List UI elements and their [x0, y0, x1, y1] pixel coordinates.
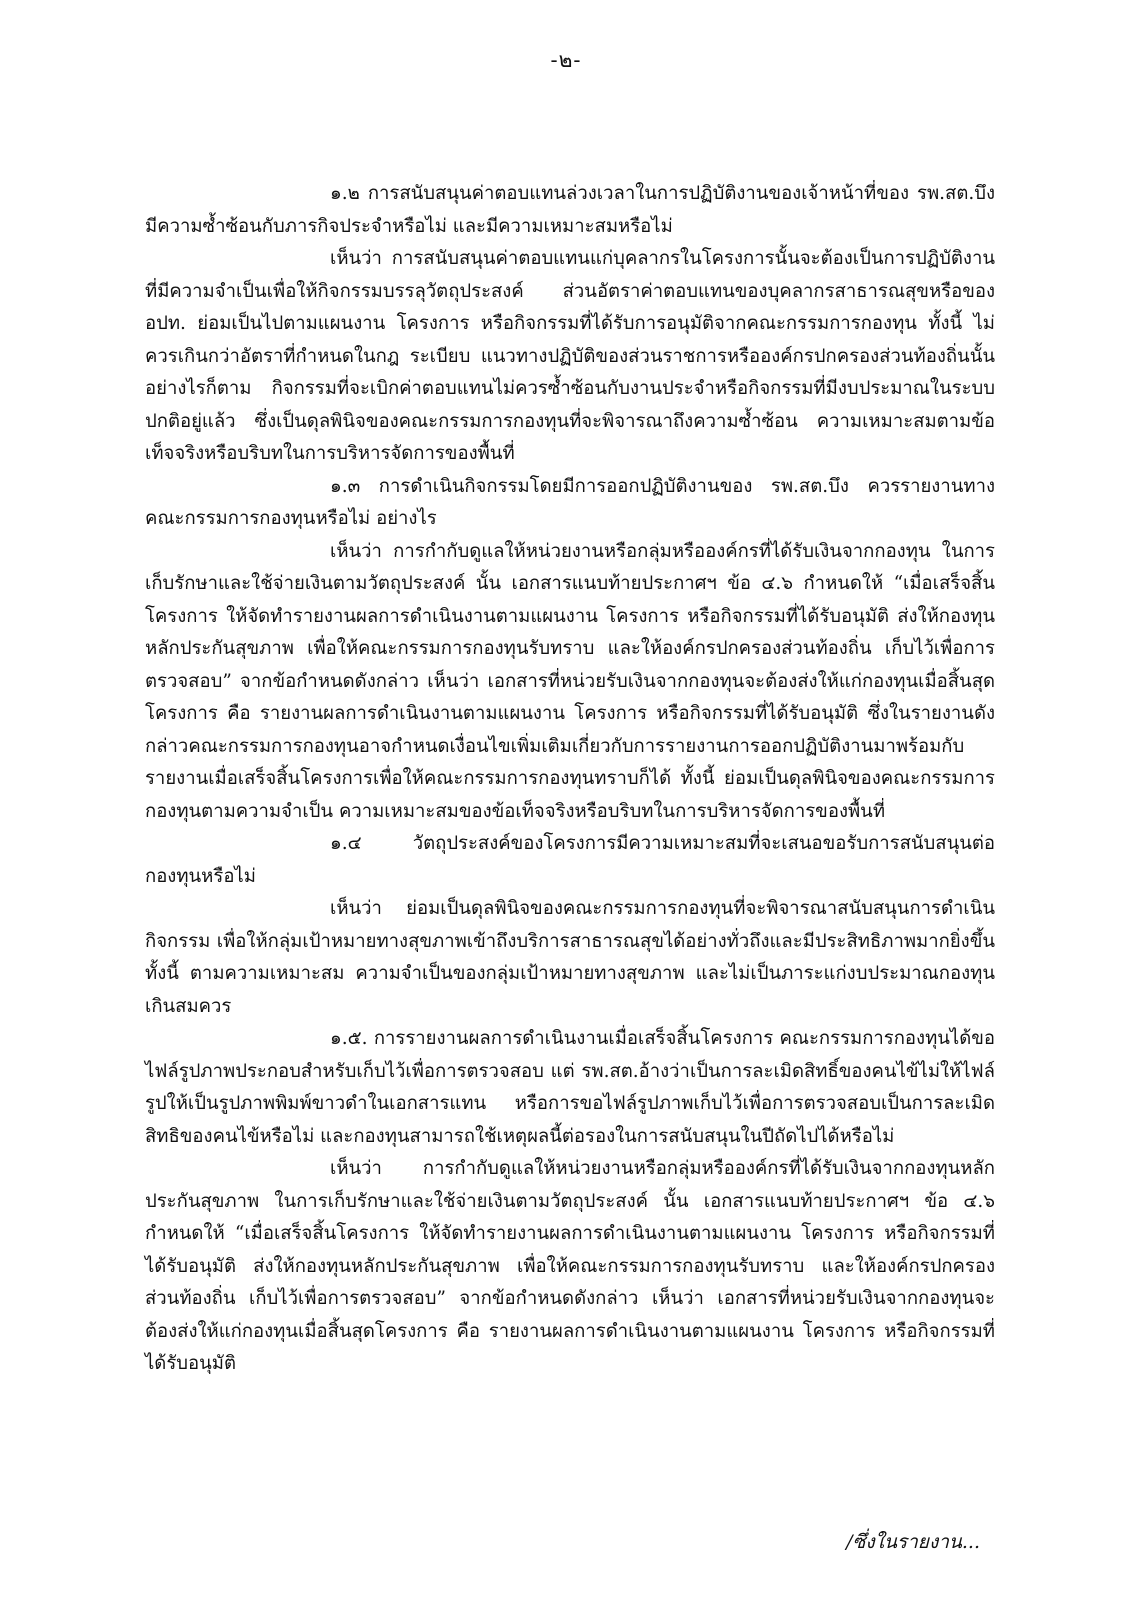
topic-1-3: ๑.๓ การดำเนินกิจกรรมโดยมีการออกปฏิบัติงานของ รพ.สต.บึง ควรรายงานทางคณะกรรมการกองทุนหรือไม่ อย่างไร	[145, 475, 995, 529]
topic-1-4: ๑.๔ วัตถุประสงค์ของโครงการมีความเหมาะสมที่จะเสนอขอรับการสนับสนุนต่อ กองทุนหรือไม่	[145, 833, 995, 887]
topic-1-2: ๑.๒ การสนับสนุนค่าตอบแทนล่วงเวลาในการปฏิบัติงานของเจ้าหน้าที่ของ รพ.สต.บึง มีความซ้ำซ้อนกับภารกิจประจำหรือไม่ และมีความเหมาะสมหรือไม่	[145, 183, 995, 237]
page-number: -๒-	[550, 48, 582, 72]
opinion-1-5: เห็นว่า การกำกับดูแลให้หน่วยงานหรือกลุ่มหรือองค์กรที่ได้รับเงินจากกองทุนหลักประกันสุขภาพ ในการเก็บรักษาและใช้จ่ายเงินตามวัตถุประสงค์ นั้น เอกสารแนบท้ายประกาศฯ ข้อ ๔.๖ กำหนดให้ “เมื่อเสร็จสิ้นโครงการ ให้จัดทำรายงานผลการดำเนินงานตามแผนงาน โครงการ หรือกิจกรรมที่ได้รับอนุมัติ ส่งให้กองทุนหลักประกันสุขภาพ เพื่อให้คณะกรรมการกองทุนรับทราบ และให้องค์กรปกครองส่วนท้องถิ่น เก็บไว้เพื่อการตรวจสอบ” จากข้อกำหนดดังกล่าว เห็นว่า เอกสารที่หน่วยรับเงินจากกองทุนจะต้องส่งให้แก่กองทุนเมื่อสิ้นสุดโครงการ คือ รายงานผลการดำเนินงานตามแผนงาน โครงการ หรือกิจกรรมที่ได้รับอนุมัติ	[145, 1158, 995, 1374]
document-body	[145, 178, 995, 1381]
opinion-1-4: เห็นว่า ย่อมเป็นดุลพินิจของคณะกรรมการกองทุนที่จะพิจารณาสนับสนุนการดำเนินกิจกรรม เพื่อให้กลุ่มเป้าหมายทางสุขภาพเข้าถึงบริการสาธารณสุขได้อย่างทั่วถึงและมีประสิทธิภาพมากยิ่งขึ้น ทั้งนี้ ตามความเหมาะสม ความจำเป็นของกลุ่มเป้าหมายทางสุขภาพ และไม่เป็นภาระแก่งบประมาณกองทุนเกินสมควร	[145, 898, 995, 1017]
topic-1-5: ๑.๕. การรายงานผลการดำเนินงานเมื่อเสร็จสิ้นโครงการ คณะกรรมการกองทุนได้ขอไฟล์รูปภาพประกอบสำหรับเก็บไว้เพื่อการตรวจสอบ แต่ รพ.สต.อ้างว่าเป็นการละเมิดสิทธิ์ของคนไข้ไม่ให้ไฟล์รูปให้เป็นรูปภาพพิมพ์ขาวดำในเอกสารแทน หรือการขอไฟล์รูปภาพเก็บไว้เพื่อการตรวจสอบเป็นการละเมิดสิทธิของคนไข้หรือไม่ และกองทุนสามารถใช้เหตุผลนี้ต่อรองในการสนับสนุนในปีถัดไปได้หรือไม่	[145, 1028, 995, 1147]
continuation-note: /ซึ่งในรายงาน...	[846, 1531, 980, 1553]
opinion-1-2: เห็นว่า การสนับสนุนค่าตอบแทนแก่บุคลากรในโครงการนั้นจะต้องเป็นการปฏิบัติงานที่มีความจำเป็นเพื่อให้กิจกรรมบรรลุวัตถุประสงค์ ส่วนอัตราค่าตอบแทนของบุคลากรสาธารณสุขหรือของ อปท. ย่อมเป็นไปตามแผนงาน โครงการ หรือกิจกรรมที่ได้รับการอนุมัติจากคณะกรรมการกองทุน ทั้งนี้ ไม่ควรเกินกว่าอัตราที่กำหนดในกฎ ระเบียบ แนวทางปฏิบัติของส่วนราชการหรือองค์กรปกครองส่วนท้องถิ่นนั้น อย่างไรก็ตาม กิจกรรมที่จะเบิกค่าตอบแทนไม่ควรซ้ำซ้อนกับงานประจำหรือกิจกรรมที่มีงบประมาณในระบบปกติอยู่แล้ว ซึ่งเป็นดุลพินิจของคณะกรรมการกองทุนที่จะพิจารณาถึงความซ้ำซ้อน ความเหมาะสมตามข้อเท็จจริงหรือบริบทในการบริหารจัดการของพื้นที่	[145, 248, 995, 464]
opinion-1-3: เห็นว่า การกำกับดูแลให้หน่วยงานหรือกลุ่มหรือองค์กรที่ได้รับเงินจากกองทุน ในการเก็บรักษาและใช้จ่ายเงินตามวัตถุประสงค์ นั้น เอกสารแนบท้ายประกาศฯ ข้อ ๔.๖ กำหนดให้ “เมื่อเสร็จสิ้นโครงการ ให้จัดทำรายงานผลการดำเนินงานตามแผนงาน โครงการ หรือกิจกรรมที่ได้รับอนุมัติ ส่งให้กองทุนหลักประกันสุขภาพ เพื่อให้คณะกรรมการกองทุนรับทราบ และให้องค์กรปกครองส่วนท้องถิ่น เก็บไว้เพื่อการตรวจสอบ” จากข้อกำหนดดังกล่าว เห็นว่า เอกสารที่หน่วยรับเงินจากกองทุนจะต้องส่งให้แก่กองทุนเมื่อสิ้นสุดโครงการ คือ รายงานผลการดำเนินงานตามแผนงาน โครงการ หรือกิจกรรมที่ได้รับอนุมัติ ซึ่งในรายงานดังกล่าวคณะกรรมการกองทุนอาจกำหนดเงื่อนไขเพิ่มเติมเกี่ยวกับการรายงานการออกปฏิบัติงานมาพร้อมกับรายงานเมื่อเสร็จสิ้นโครงการเพื่อให้คณะกรรมการกองทุนทราบก็ได้ ทั้งนี้ ย่อมเป็นดุลพินิจของคณะกรรมการกองทุนตามความจำเป็น ความเหมาะสมของข้อเท็จจริงหรือบริบทในการบริหารจัดการของพื้นที่	[145, 540, 995, 822]
